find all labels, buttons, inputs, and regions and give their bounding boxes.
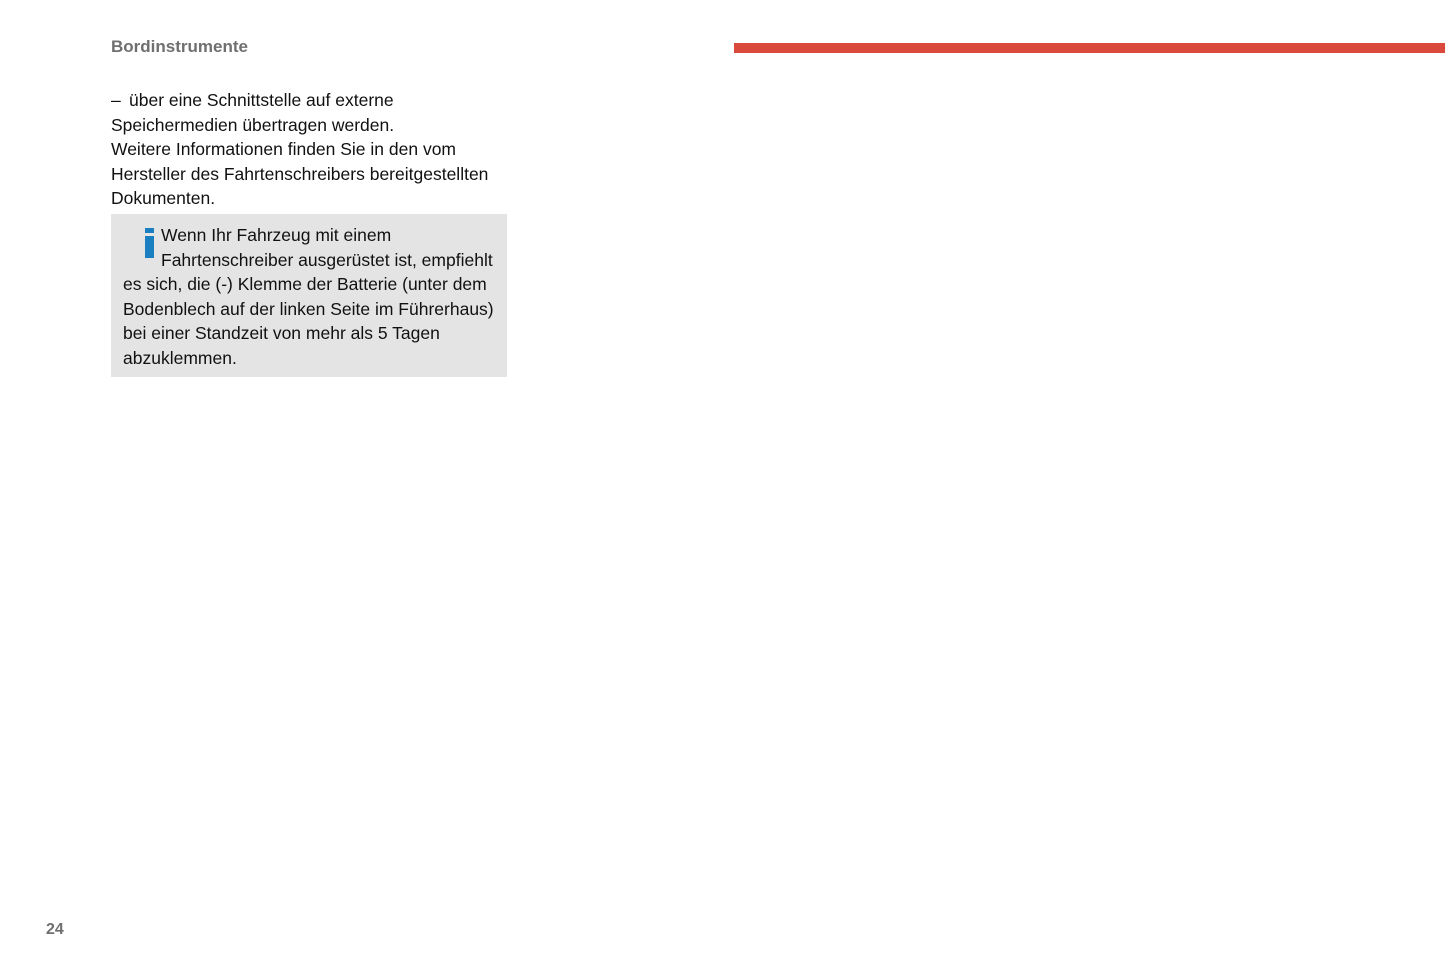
- paragraph: Weitere Informationen finden Sie in den vom Hersteller des Fahrtenschreibers bereitgestellten Dokumenten.: [111, 139, 489, 208]
- info-text: Wenn Ihr Fahrzeug mit einem Fahrtenschreiber ausgerüstet ist, empfiehlt es sich, die (-) Klemme der Batterie (unter dem Bodenblech auf der linken Seite im Führerhaus) bei einer Standzeit von mehr als 5 Tagen abzuklemmen.: [123, 225, 494, 368]
- section-title: Bordinstrumente: [111, 37, 248, 56]
- bullet-dash: –: [111, 90, 121, 110]
- bullet-text-line1: über eine Schnittstelle auf externe: [129, 90, 394, 110]
- info-icon: [123, 223, 161, 263]
- body-text: [111, 88, 511, 211]
- section-accent-bar: [734, 43, 1445, 53]
- bullet-item: [111, 88, 511, 137]
- page-number: 24: [46, 921, 64, 938]
- info-box: [111, 214, 507, 377]
- bullet-text-line2: Speichermedien übertragen werden.: [111, 114, 395, 135]
